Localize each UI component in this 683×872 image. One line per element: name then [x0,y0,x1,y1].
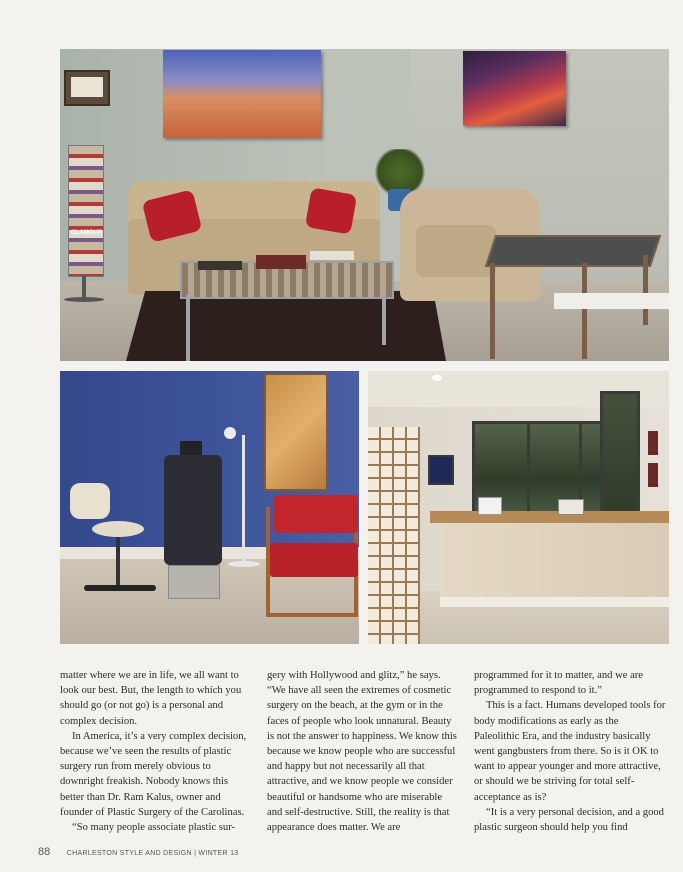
exam-chair-base [168,565,220,599]
article-body [60,668,669,838]
wooden-box [256,255,306,269]
article-column-1 [60,668,252,835]
paragraph: “It is a very personal decision, and a good plastic surgeon should help you find [474,806,664,834]
dark-rug [126,291,446,361]
wood-cabinet [264,373,328,491]
armchair-seat [416,225,496,277]
reception-counter-top [430,511,669,523]
wall-frame [648,431,658,455]
red-chair-back [274,495,358,533]
stool-seat [92,521,144,537]
exam-lamp-head [224,427,236,439]
stool-back [70,483,110,519]
stool-post [116,537,120,587]
baseboard [554,293,669,309]
side-table-leg [643,255,648,325]
computer-monitor [478,497,502,515]
photo-exam-room [60,371,359,644]
rack-base [64,297,104,302]
book [198,261,242,270]
stool-base [84,585,156,591]
paragraph: “So many people associate plastic sur- [72,822,236,834]
side-table-leg [490,263,495,359]
exam-chair [164,455,222,565]
page-folio [38,846,238,858]
red-pillow-right [305,187,357,234]
paragraph: This is a fact. Humans developed tools for body modifications as early as the Paleolithic Era, and the industry basically went gangbusters from there. So is it OK to want to appear younger and more attractive, or should we be striving for total self-acceptance as is? [474,700,666,803]
magazine-issue: CHARLESTON STYLE AND DESIGN | WINTER 13 [66,850,239,857]
glass-side-table [485,235,661,267]
article-column-3 [474,668,666,835]
wall-frame [648,463,658,487]
red-chair-seat [270,543,358,577]
page-number: 88 [38,846,51,858]
table-leg [382,295,386,345]
paragraph: In America, it’s a very complex decision, because we’ve seen the results of plastic surgery run from merely obvious to downright freakish. Nobody knows this better than Dr. Ram Kalus, owner and founder of Plastic Surgery of the Carolinas. [60,730,247,818]
photo-waiting-room [60,49,669,361]
ceiling-light [432,375,442,381]
desk-item [558,499,584,515]
paragraph: gery with Hollywood and glitz,” he says. “We have all seen the extremes of cosmetic surgery on the beach, at the gym or in the faces of people who look unnatural. Beauty is not the answer to happiness. We know this because we know people who are successful and happy but not necessarily all that attractive, and we know people we consider beautiful or handsome who are miserable and self-destructive. Still, the reality is that appearance does matter. We are [267,670,457,834]
exam-lamp-base [228,561,260,567]
certificate-frame [64,70,110,106]
rack-stand [82,275,86,299]
shoji-screen [368,427,420,644]
paragraph: programmed for it to matter, and we are programmed to respond to it.” [474,670,644,697]
book [310,251,354,260]
exam-chair-headrest [180,441,202,455]
photo-reception [368,371,669,644]
side-table-leg [582,263,587,359]
magazine-label: GLAMOUR [71,230,102,236]
framed-art [428,455,454,485]
reception-counter [440,523,669,607]
paragraph: matter where we are in life, we all want to look our best. But, the length to which you should go (or not go) is a personal and complex decision. [60,670,242,727]
desert-painting [163,50,321,138]
exam-lamp-pole [242,435,245,563]
counter-base [440,597,669,607]
sunset-painting [463,51,566,126]
magazine-rack [68,145,104,277]
table-leg [186,295,190,361]
article-column-2 [267,668,459,835]
side-window [600,391,640,521]
